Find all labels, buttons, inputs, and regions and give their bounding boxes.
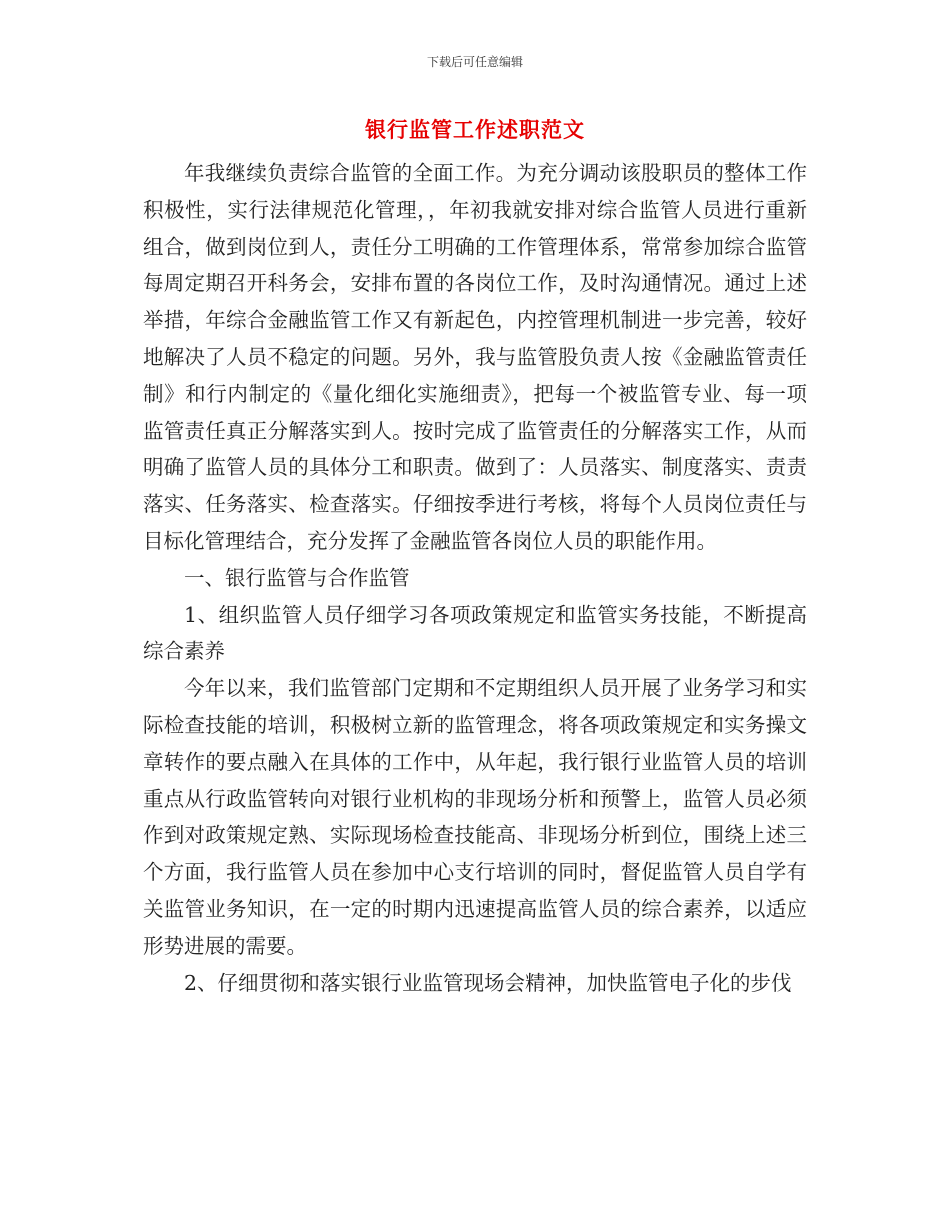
paragraph-training: 今年以来，我们监管部门定期和不定期组织人员开展了业务学习和实际检查技能的培训，积极树立新的监管理念，将各项政策规定和实务操文章转作的要点融入在具体的工作中，从年起，我行银行业监管人员的培训重点从行政监管转向对银行业机构的非现场分析和预警上，监管人员必须作到对政策规定熟、实际现场检查技能高、非现场分析到位，围绕上述三个方面，我行监管人员在参加中心支行培训的同时，督促监管人员自学有关监管业务知识，在一定的时期内迅速提高监管人员的综合素养，以适应形势进展的需要。 [143, 676, 807, 958]
paragraph-intro: 年我继续负责综合监管的全面工作。为充分调动该股职员的整体工作积极性，实行法律规范化管理，，年初我就安排对综合监管人员进行重新组合，做到岗位到人，责任分工明确的工作管理体系，常常参加综合监管每周定期召开科务会，安排布置的各岗位工作，及时沟通情况。通过上述举措，年综合金融监管工作又有新起色，内控管理机制进一步完善，较好地解决了人员不稳定的问题。另外，我与监管股负责人按《金融监管责任制》和行内制定的《量化细化实施细责》，把每一个被监管专业、每一项监管责任真正分解落实到人。按时完成了监管责任的分解落实工作，从而明确了监管人员的具体分工和职责。做到了：人员落实、制度落实、责责落实、任务落实、检查落实。仔细按季进行考核，将每个人员岗位责任与目标化管理结合，充分发挥了金融监管各岗位人员的职能作用。 [143, 161, 807, 553]
subsection-heading-1: 1、组织监管人员仔细学习各项政策规定和监管实务技能，不断提高综合素养 [143, 602, 807, 664]
document-body [143, 155, 807, 1001]
header-note: 下载后可任意编辑 [426, 55, 523, 69]
subsection-heading-2: 2、仔细贯彻和落实银行业监管现场会精神，加快监管电子化的步伐 [184, 970, 792, 995]
section-heading-1: 一、银行监管与合作监管 [184, 565, 410, 590]
document-title: 银行监管工作述职范文 [365, 118, 585, 142]
